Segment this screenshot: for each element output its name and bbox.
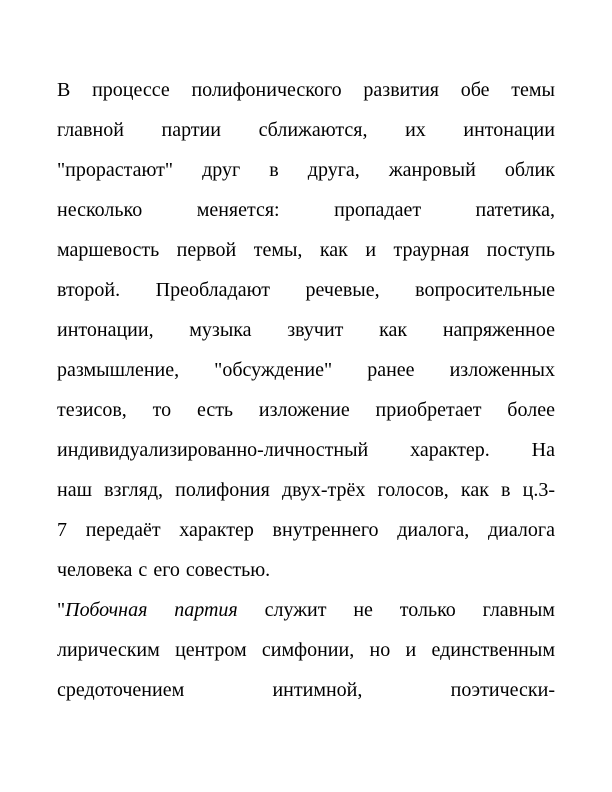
word: в (269, 159, 279, 181)
word: приобретает (375, 399, 482, 421)
word: друг (202, 159, 241, 181)
word: маршевость (57, 239, 160, 261)
word: полифония (175, 479, 270, 501)
word: поступь (486, 239, 555, 261)
word: патетика, (475, 199, 555, 221)
text-line (57, 518, 555, 542)
word: интонации (463, 119, 555, 141)
word: диалога (487, 519, 555, 541)
word: обе (460, 79, 490, 101)
word: интонации, (57, 319, 154, 341)
word: звучит (287, 319, 344, 341)
word: как (319, 239, 348, 261)
word: На (531, 439, 555, 461)
word: характер (179, 519, 254, 541)
word: изложенных (449, 359, 555, 381)
word: в (501, 479, 511, 501)
word: ц.3- (522, 479, 555, 501)
text-line (57, 358, 555, 382)
word: человека (57, 559, 133, 581)
word: с (138, 559, 148, 581)
word: В (57, 79, 71, 101)
word: внутреннего (272, 519, 379, 541)
word: наш (57, 479, 92, 501)
word: центром (175, 639, 247, 661)
word: музыка (189, 319, 252, 341)
word: сближаются, (258, 119, 368, 141)
word: размышление, (57, 359, 180, 381)
text-line (57, 638, 555, 662)
word: характер. (410, 439, 490, 461)
word: 7 (57, 519, 67, 541)
text-line (57, 198, 555, 222)
word: пропадает (334, 199, 422, 221)
word: процессе (92, 79, 170, 101)
word: и (365, 239, 377, 261)
word: "прорастают" (57, 159, 174, 181)
word: двух-трёх (281, 479, 366, 501)
word: изложение (258, 399, 350, 421)
text-line (57, 278, 555, 302)
word: развития (363, 79, 439, 101)
word: единственным (431, 639, 555, 661)
word: только (399, 599, 456, 621)
word: лирическим (57, 639, 160, 661)
word-italic: Побочная (65, 599, 148, 621)
word: напряженное (442, 319, 555, 341)
word: голосов, (377, 479, 449, 501)
word: средоточением (57, 679, 185, 701)
word: поэтически- (450, 679, 555, 701)
word: друга, (307, 159, 360, 181)
word: ранее (367, 359, 415, 381)
word: совестью. (185, 559, 271, 581)
word: не (353, 599, 373, 621)
text-line (57, 598, 555, 622)
word: несколько (57, 199, 143, 221)
word: передаёт (85, 519, 161, 541)
word: то (152, 399, 172, 421)
word: как (379, 319, 408, 341)
word: его (153, 559, 180, 581)
word: тезисов, (57, 399, 127, 421)
word: партия (174, 599, 238, 621)
word: но (369, 639, 391, 661)
word: служит (264, 599, 327, 621)
text-line (57, 118, 555, 142)
quote-mark: " (57, 599, 66, 621)
word: темы (511, 79, 555, 101)
word: диалога, (397, 519, 470, 541)
word (57, 598, 147, 622)
word: их (405, 119, 426, 141)
text-line (57, 78, 555, 102)
word: взгляд, (104, 479, 163, 501)
word: темы, (253, 239, 303, 261)
word: вопросительные (415, 279, 555, 301)
text-line (57, 398, 555, 422)
word: и (405, 639, 417, 661)
word: индивидуализированно-личностный (57, 439, 369, 461)
word: "обсуждение" (214, 359, 333, 381)
word: более (507, 399, 555, 421)
word: главным (482, 599, 555, 621)
word: Преобладают (155, 279, 270, 301)
word: меняется: (196, 199, 280, 221)
word: траурная (393, 239, 470, 261)
text-line (57, 158, 555, 182)
word: второй. (57, 279, 121, 301)
text-line (57, 478, 555, 502)
word: речевые, (305, 279, 380, 301)
word: партии (161, 119, 221, 141)
word: жанровый (388, 159, 476, 181)
text-line (57, 238, 555, 262)
text-line (57, 678, 555, 702)
word: интимной, (272, 679, 363, 701)
word: полифонического (191, 79, 342, 101)
word: первой (176, 239, 237, 261)
word: как (460, 479, 489, 501)
text-line (57, 438, 555, 462)
text-line (57, 558, 555, 582)
word: главной (57, 119, 124, 141)
text-line (57, 318, 555, 342)
word: есть (196, 399, 234, 421)
word: симфонии, (261, 639, 355, 661)
word: облик (504, 159, 555, 181)
